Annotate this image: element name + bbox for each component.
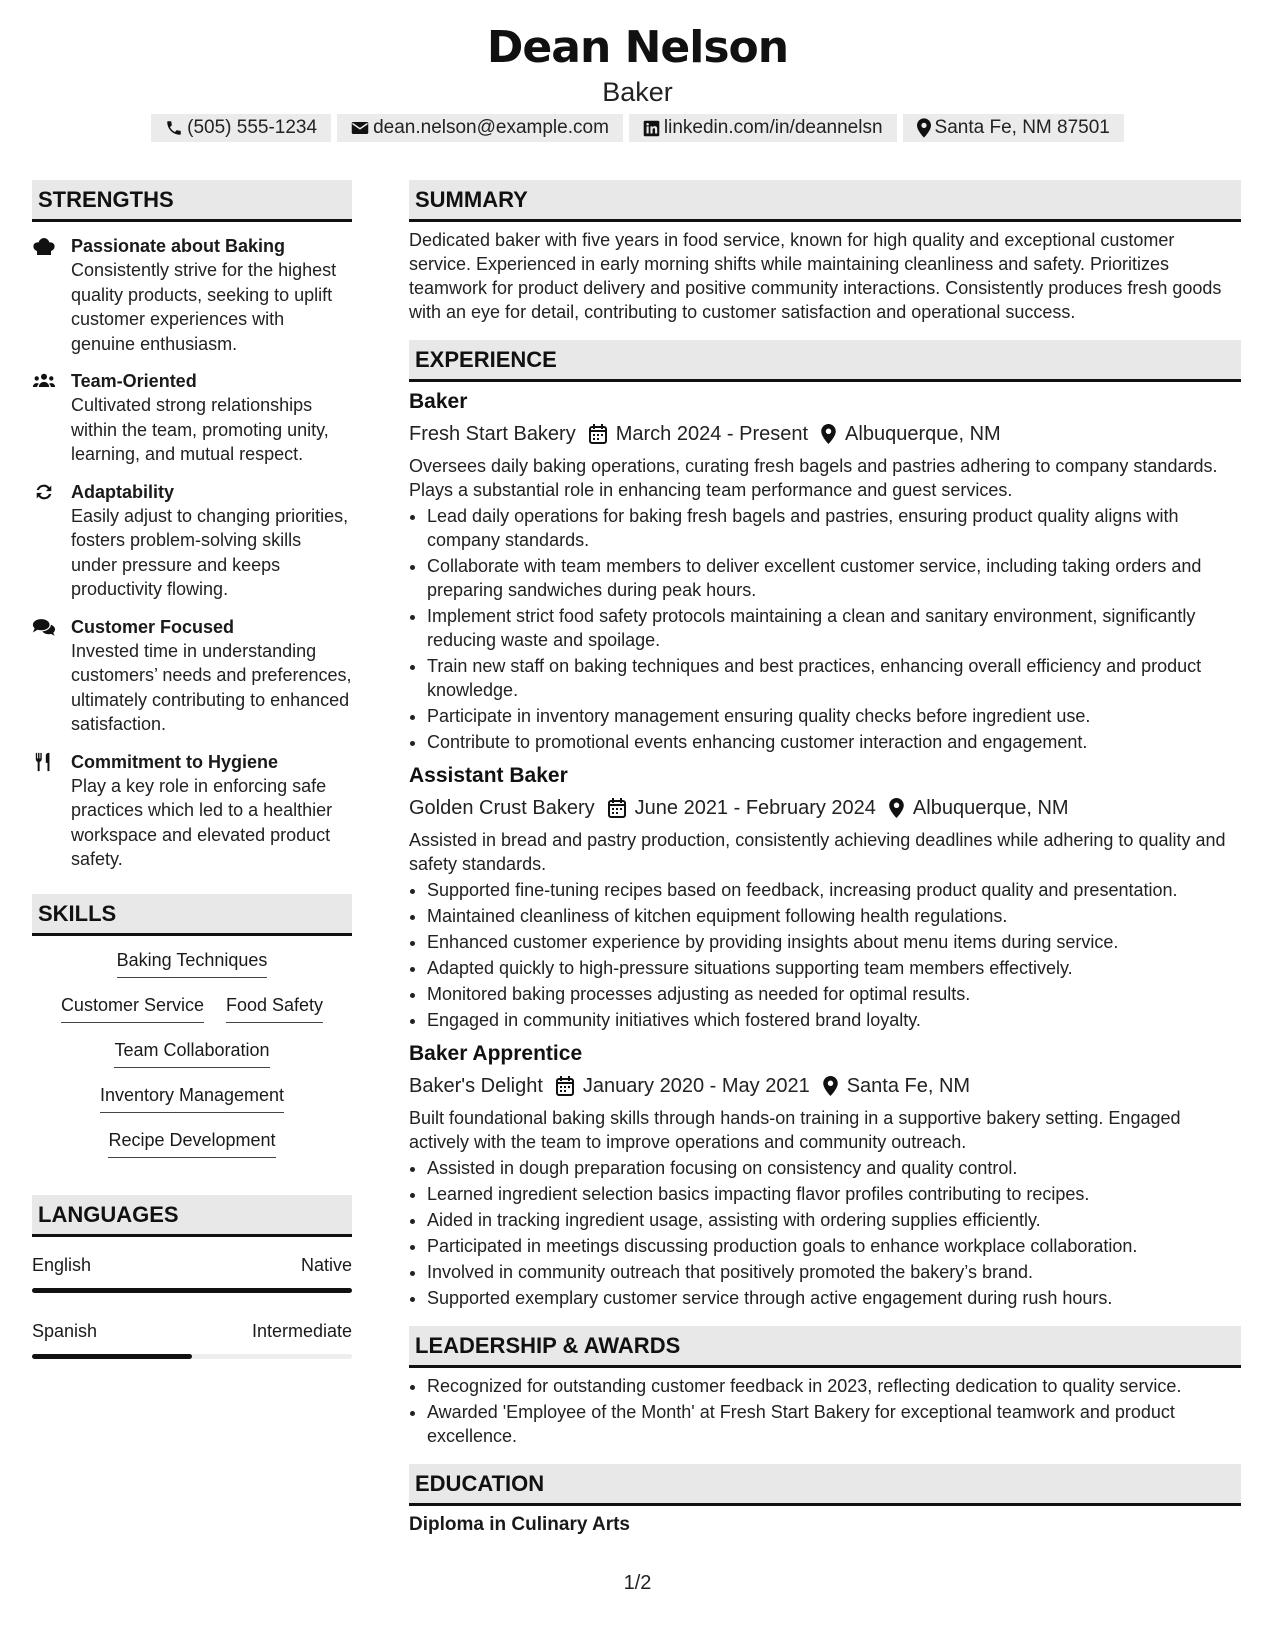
award-bullet: • Recognized for outstanding customer feedback in 2023, reflecting dedication to quality service. bbox=[427, 1374, 1241, 1398]
strength-desc: Play a key role in enforcing safe practices which led to a healthier workspace and elevated product safety. bbox=[71, 775, 333, 869]
job-meta bbox=[409, 1072, 1241, 1100]
strength-item bbox=[32, 234, 352, 356]
skill-row bbox=[32, 948, 352, 993]
strength-title: Passionate about Baking bbox=[71, 236, 286, 256]
job-title: Baker Apprentice bbox=[409, 1042, 583, 1065]
strength-item bbox=[32, 615, 352, 737]
job-bullet: • Participate in inventory management ensuring quality checks before ingredient use. bbox=[427, 704, 1241, 728]
skill-tag: Inventory Management bbox=[100, 1083, 284, 1113]
language-name: Spanish bbox=[32, 1320, 98, 1341]
contact-bar bbox=[0, 114, 1275, 142]
page-number: 1/2 bbox=[623, 1572, 652, 1594]
contact-linkedin-text: linkedin.com/in/deannelsn bbox=[663, 117, 883, 138]
strength-title: Commitment to Hygiene bbox=[71, 751, 279, 772]
contact-linkedin[interactable] bbox=[629, 114, 897, 142]
job-summary: Assisted in bread and pastry production, consistently achieving deadlines while adhering to quality and safety standards. bbox=[409, 830, 1226, 874]
job-bullet: • Learned ingredient selection basics impacting flavor profiles contributing to recipes. bbox=[427, 1182, 1241, 1206]
calendar-icon bbox=[589, 424, 607, 444]
strength-item bbox=[32, 369, 352, 467]
calendar-icon bbox=[556, 1076, 574, 1096]
job-entry bbox=[409, 1040, 1241, 1310]
contact-phone-text: (505) 555-1234 bbox=[187, 117, 318, 138]
job-bullets bbox=[409, 878, 1241, 1032]
job-bullet: • Maintained cleanliness of kitchen equipment following health regulations. bbox=[427, 904, 1241, 928]
job-bullet: • Participated in meetings discussing production goals to enhance workplace collaboration. bbox=[427, 1234, 1241, 1258]
skill-row bbox=[32, 993, 352, 1038]
job-dates: March 2024 - Present bbox=[615, 423, 809, 445]
strength-desc: Consistently strive for the highest quality products, seeking to uplift customer experiences with genuine enthusiasm. bbox=[71, 260, 337, 354]
job-bullet: • Involved in community outreach that positively promoted the bakery’s brand. bbox=[427, 1260, 1241, 1284]
strength-title: Adaptability bbox=[71, 481, 175, 502]
job-bullet: • Aided in tracking ingredient usage, assisting with ordering supplies efficiently. bbox=[427, 1208, 1241, 1232]
job-bullet: • Enhanced customer experience by providing insights about menu items during service. bbox=[427, 930, 1241, 954]
chef-hat-icon bbox=[32, 236, 56, 256]
job-location: Albuquerque, NM bbox=[845, 423, 1001, 445]
job-dates: January 2020 - May 2021 bbox=[582, 1075, 810, 1097]
language-level: Native bbox=[300, 1254, 352, 1275]
job-bullets bbox=[409, 504, 1241, 754]
map-pin-icon bbox=[917, 118, 931, 138]
linkedin-icon bbox=[643, 120, 660, 137]
skill-tag: Customer Service bbox=[61, 993, 204, 1023]
skill-row bbox=[32, 1083, 352, 1128]
skill-tag: Team Collaboration bbox=[114, 1038, 269, 1068]
language-item bbox=[32, 1255, 352, 1293]
job-bullet: • Supported exemplary customer service through active engagement during rush hours. bbox=[427, 1286, 1241, 1310]
strengths-heading: STRENGTHS bbox=[32, 180, 352, 222]
job-bullet: • Engaged in community initiatives which fostered brand loyalty. bbox=[427, 1008, 1241, 1032]
skills-list bbox=[32, 948, 352, 1173]
contact-location-text: Santa Fe, NM 87501 bbox=[934, 117, 1110, 138]
job-bullet: • Implement strict food safety protocols maintaining a clean and sanitary environment, significantly reducing waste and spoilage. bbox=[427, 604, 1241, 652]
right-column bbox=[409, 180, 1241, 1536]
job-bullet: • Monitored baking processes adjusting as needed for optimal results. bbox=[427, 982, 1241, 1006]
language-name: English bbox=[32, 1254, 92, 1275]
contact-phone bbox=[151, 114, 331, 142]
language-level: Intermediate bbox=[251, 1320, 352, 1341]
summary-text: Dedicated baker with five years in food service, known for high quality and exceptional customer service. Experienced in early morning shifts while maintaining cleanliness and safety. Prioritizes teamwork for product delivery and positive community interactions. Consistently produces fresh goods with an eye for detail, contributing to customer satisfaction and operational success. bbox=[409, 230, 1222, 322]
job-bullet: • Supported fine-tuning recipes based on feedback, increasing product quality and presentation. bbox=[427, 878, 1241, 902]
leadership-heading: LEADERSHIP & AWARDS bbox=[409, 1326, 1241, 1368]
language-proficiency-bar bbox=[32, 1354, 352, 1359]
candidate-name: Dean Nelson bbox=[486, 22, 789, 73]
strength-item bbox=[32, 750, 352, 872]
envelope-icon bbox=[351, 120, 369, 136]
skill-tag: Baking Techniques bbox=[117, 948, 268, 978]
job-bullets bbox=[409, 1156, 1241, 1310]
strength-title: Team-Oriented bbox=[71, 371, 197, 391]
job-bullet: • Adapted quickly to high-pressure situations supporting team members effectively. bbox=[427, 956, 1241, 980]
job-bullet: • Contribute to promotional events enhancing customer interaction and engagement. bbox=[427, 730, 1241, 754]
contact-location bbox=[903, 114, 1124, 142]
calendar-icon bbox=[608, 798, 626, 818]
strength-item bbox=[32, 480, 352, 602]
job-bullet: • Lead daily operations for baking fresh bagels and pastries, ensuring product quality aligns with company standards. bbox=[427, 504, 1241, 552]
map-pin-icon bbox=[889, 798, 904, 818]
leadership-bullets bbox=[409, 1374, 1241, 1448]
strength-desc: Cultivated strong relationships within the team, promoting unity, learning, and mutual respect. bbox=[71, 395, 329, 464]
language-proficiency-bar bbox=[32, 1288, 352, 1293]
utensils-icon bbox=[32, 752, 56, 772]
strength-desc: Easily adjust to changing priorities, fosters problem-solving skills under pressure and keeps productivity flowing. bbox=[71, 505, 349, 599]
job-summary: Oversees daily baking operations, curating fresh bagels and pastries adhering to company standards. Plays a substantial role in enhancing team performance and guest services. bbox=[409, 456, 1218, 500]
left-column bbox=[32, 180, 352, 1359]
strength-desc: Invested time in understanding customers’ needs and preferences, ultimately contributing to enhanced satisfaction. bbox=[71, 640, 352, 734]
map-pin-icon bbox=[821, 424, 836, 444]
refresh-icon bbox=[32, 482, 56, 502]
comments-icon bbox=[32, 617, 56, 637]
job-company: Baker's Delight bbox=[409, 1075, 543, 1097]
summary-heading: SUMMARY bbox=[409, 180, 1241, 222]
experience-heading: EXPERIENCE bbox=[409, 340, 1241, 382]
skills-heading: SKILLS bbox=[32, 894, 352, 936]
education-degree: Diploma in Culinary Arts bbox=[409, 1514, 630, 1535]
map-pin-icon bbox=[823, 1076, 838, 1096]
contact-email-text: dean.nelson@example.com bbox=[373, 117, 609, 138]
language-proficiency-fill bbox=[32, 1288, 352, 1293]
job-bullet: • Collaborate with team members to deliver excellent customer service, including taking orders and preparing sandwiches during peak hours. bbox=[427, 554, 1241, 602]
job-title: Baker bbox=[409, 390, 468, 413]
job-company: Golden Crust Bakery bbox=[409, 797, 595, 819]
job-location: Albuquerque, NM bbox=[912, 797, 1069, 819]
award-bullet: • Awarded 'Employee of the Month' at Fresh Start Bakery for exceptional teamwork and product excellence. bbox=[427, 1400, 1241, 1448]
job-bullet: • Train new staff on baking techniques and best practices, enhancing overall efficiency and product knowledge. bbox=[427, 654, 1241, 702]
job-bullet: • Assisted in dough preparation focusing on consistency and quality control. bbox=[427, 1156, 1241, 1180]
languages-heading: LANGUAGES bbox=[32, 1195, 352, 1237]
job-entry bbox=[409, 388, 1241, 754]
resume-header bbox=[0, 22, 1275, 108]
education-heading: EDUCATION bbox=[409, 1464, 1241, 1506]
job-meta bbox=[409, 794, 1241, 822]
skill-tag: Recipe Development bbox=[108, 1128, 275, 1158]
job-location: Santa Fe, NM bbox=[846, 1075, 971, 1097]
job-title: Assistant Baker bbox=[409, 764, 568, 787]
job-company: Fresh Start Bakery bbox=[409, 423, 576, 445]
job-dates: June 2021 - February 2024 bbox=[634, 797, 876, 819]
skill-row bbox=[32, 1128, 352, 1173]
contact-email[interactable] bbox=[337, 114, 623, 142]
language-item bbox=[32, 1321, 352, 1359]
skill-row bbox=[32, 1038, 352, 1083]
language-proficiency-fill bbox=[32, 1354, 192, 1359]
strength-title: Customer Focused bbox=[71, 616, 235, 637]
job-meta bbox=[409, 420, 1241, 448]
phone-icon bbox=[165, 119, 183, 137]
skill-tag: Food Safety bbox=[226, 993, 323, 1023]
job-summary: Built foundational baking skills through hands-on training in a supportive bakery setting. Engaged actively with the team to improve operations and community outreach. bbox=[409, 1108, 1181, 1152]
job-entry bbox=[409, 762, 1241, 1032]
users-icon bbox=[32, 371, 56, 391]
candidate-title: Baker bbox=[602, 77, 673, 107]
